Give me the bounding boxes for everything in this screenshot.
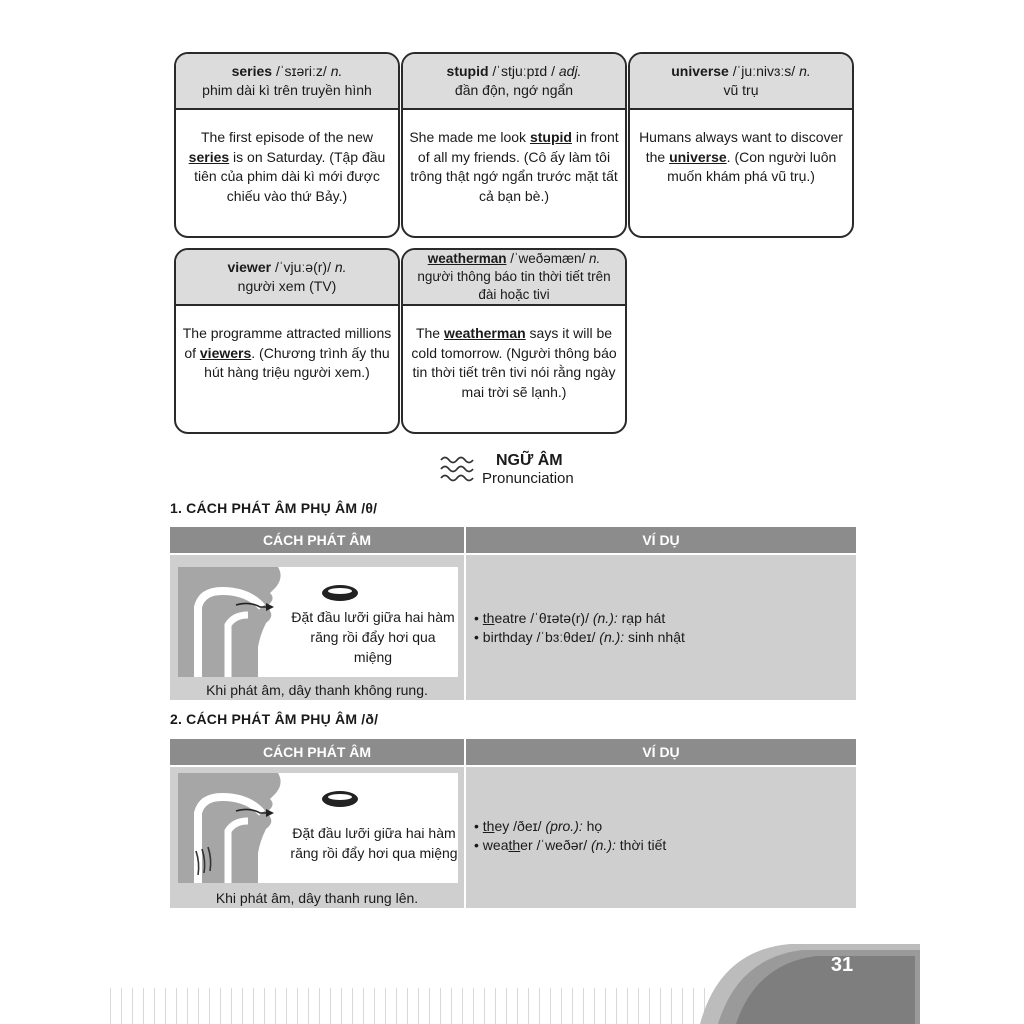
card-header xyxy=(630,54,852,110)
card-example: The weatherman says it will be cold tomorrow. (Người thông báo tin thời tiết trên tivi nói rằng ngày mai trời sẽ lạnh.) xyxy=(411,325,617,400)
card-ipa: /ˈsɪəriːz/ xyxy=(275,63,327,79)
example-item: • weather /ˈweðər/ (n.): thời tiết xyxy=(474,837,667,853)
table-header xyxy=(170,527,856,553)
instruction-text: Đặt đầu lưỡi giữa hai hàm răng rồi đẩy hơi qua miệng xyxy=(291,609,455,665)
card-ipa: /ˈjuːnivɜːs/ xyxy=(732,63,796,79)
card-word: universe xyxy=(671,63,729,79)
card-header xyxy=(176,54,398,110)
card-meaning: người thông báo tin thời tiết trên đài hoặc tivi xyxy=(417,269,611,302)
vocab-card-viewer xyxy=(174,248,400,434)
table-header xyxy=(170,739,856,765)
card-meaning: phim dài kì trên truyền hình xyxy=(202,82,372,98)
pronunciation-table-eth xyxy=(170,739,856,908)
table-row xyxy=(170,767,856,908)
card-meaning: vũ trụ xyxy=(723,82,759,98)
vocab-card-stupid xyxy=(401,52,627,238)
examples-cell xyxy=(466,767,856,908)
card-pos: n. xyxy=(334,259,347,275)
voicing-note: Khi phát âm, dây thanh rung lên. xyxy=(215,890,419,906)
example-item: • theatre /ˈθɪətə(r)/ (n.): rạp hát xyxy=(474,610,666,626)
example-item: • birthday /ˈbɜːθdeɪ/ (n.): sinh nhật xyxy=(474,629,685,645)
vocab-card-series xyxy=(174,52,400,238)
card-pos: adj. xyxy=(558,63,582,79)
card-word: viewer xyxy=(227,259,272,275)
card-example: Humans always want to discover the universe. (Con người luôn muốn khám phá vũ trụ.) xyxy=(639,129,843,184)
col-header-how: CÁCH PHÁT ÂM xyxy=(170,527,466,553)
instruction-text: Đặt đầu lưỡi giữa hai hàm răng rồi đẩy hơi qua miệng xyxy=(290,825,458,861)
waves-icon xyxy=(440,454,474,484)
card-pos: n. xyxy=(330,63,343,79)
footer-lines xyxy=(110,988,730,1024)
vocab-card-universe xyxy=(628,52,854,238)
card-pos: n. xyxy=(799,63,811,79)
examples-list xyxy=(474,817,666,855)
how-cell xyxy=(170,555,466,700)
card-word: stupid xyxy=(446,63,489,79)
card-meaning: đần độn, ngớ ngẩn xyxy=(454,82,574,98)
pronunciation-title: NGỮ ÂM xyxy=(496,452,563,469)
table-row xyxy=(170,555,856,700)
card-example: She made me look stupid in front of all my friends. (Cô ấy làm tôi trông thật ngớ ngẩn trước mặt tất cả bạn bè.) xyxy=(409,129,619,204)
card-header xyxy=(403,54,625,110)
mouth-diagram xyxy=(178,773,458,883)
mouth-diagram xyxy=(178,567,458,677)
vocab-card-weatherman xyxy=(401,248,627,434)
examples-list xyxy=(474,609,685,647)
pronunciation-subtitle: Pronunciation xyxy=(482,470,574,487)
col-header-how: CÁCH PHÁT ÂM xyxy=(170,739,466,765)
pronunciation-heading xyxy=(440,450,600,490)
card-ipa: /ˈvjuːə(r)/ xyxy=(274,259,331,275)
card-pos: n. xyxy=(589,251,601,266)
card-header xyxy=(176,250,398,306)
card-ipa: /ˈstjuːpɪd / xyxy=(492,63,555,79)
card-header xyxy=(403,250,625,306)
example-item: • they /ðeɪ/ (pro.): họ xyxy=(474,818,603,834)
section-title-theta: 1. CÁCH PHÁT ÂM PHỤ ÂM /θ/ xyxy=(170,500,378,516)
how-cell xyxy=(170,767,466,908)
card-example: The programme attracted millions of viewers. (Chương trình ấy thu hút hàng triệu người xem.) xyxy=(182,325,392,380)
pronunciation-table-theta xyxy=(170,527,856,700)
card-example: The first episode of the new series is on Saturday. (Tập đầu tiên của phim dài kì mới được chiếu vào thứ Bảy.) xyxy=(188,129,386,204)
card-ipa: /ˈweðəmæn/ xyxy=(510,251,586,266)
page-corner-decoration xyxy=(690,940,920,1024)
card-word: series xyxy=(231,63,273,79)
card-meaning: người xem (TV) xyxy=(237,278,337,294)
col-header-examples: VÍ DỤ xyxy=(466,739,856,765)
card-word: weatherman xyxy=(427,251,507,266)
section-title-eth: 2. CÁCH PHÁT ÂM PHỤ ÂM /ð/ xyxy=(170,711,379,727)
examples-cell xyxy=(466,555,856,700)
voicing-note: Khi phát âm, dây thanh không rung. xyxy=(206,682,428,698)
page-number: 31 xyxy=(830,954,854,976)
col-header-examples: VÍ DỤ xyxy=(466,527,856,553)
